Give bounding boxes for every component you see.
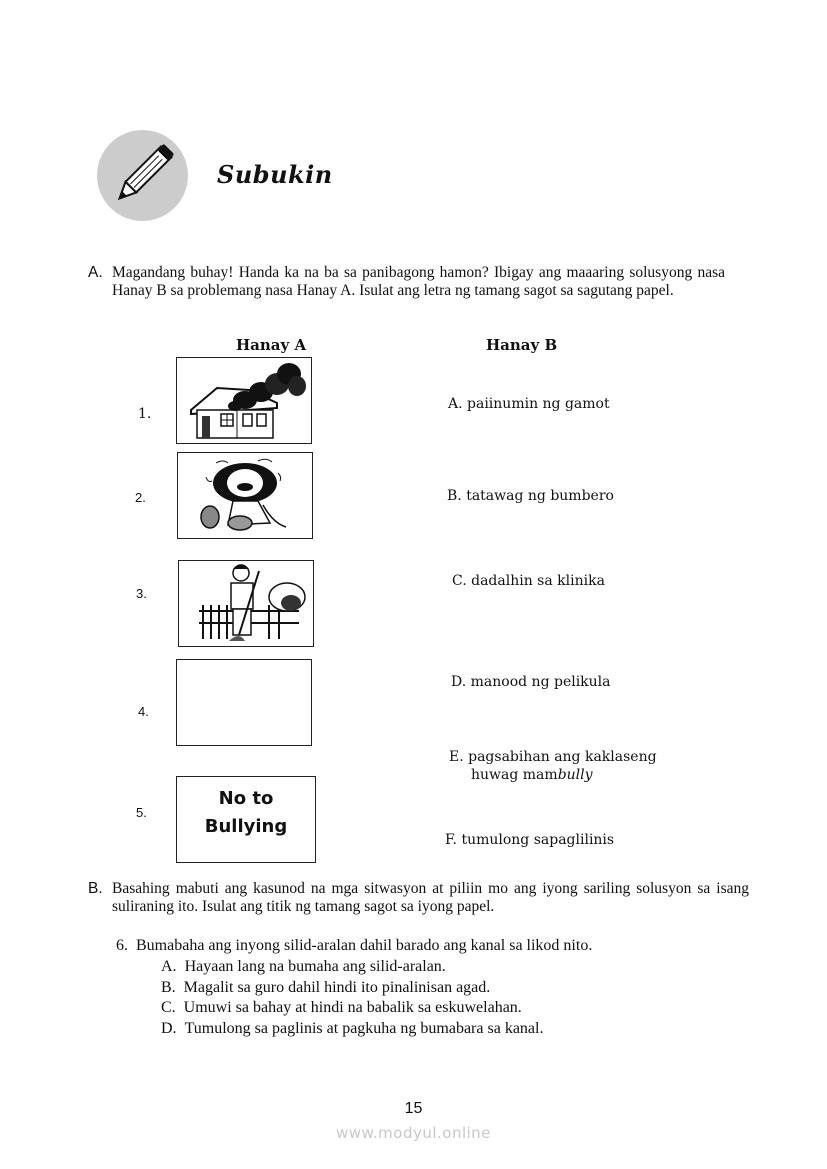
item-5-line1: No to (218, 788, 274, 809)
question-6-text: Bumabaha ang inyong silid-aralan dahil barado ang kanal sa likod nito. (136, 937, 593, 954)
page-number: 15 (404, 1100, 423, 1117)
pencil-icon (97, 130, 188, 221)
choice-b: B. tatawag ng bumbero (447, 488, 614, 504)
question-6-options (161, 957, 543, 1039)
option-b: B. Magalit sa guro dahil hindi ito pinalinisan agad. (161, 978, 491, 996)
option-d: D. Tumulong sa paglinis at pagkuha ng bumabara sa kanal. (161, 1019, 544, 1037)
question-6-number: 6. (116, 937, 128, 954)
option-c: C. Umuwi sa bahay at hindi na babalik sa eskuwelahan. (161, 999, 522, 1016)
item-1-number: 1. (138, 406, 152, 422)
section-a-letter: A. (88, 264, 103, 281)
choice-c: C. dadalhin sa klinika (452, 573, 605, 589)
column-b-header: Hanay B (486, 336, 558, 354)
page-title: Subukin (217, 160, 333, 189)
item-3-number: 3. (136, 586, 147, 601)
pencil-icon-badge (97, 130, 188, 221)
item-2-number: 2. (135, 490, 146, 505)
house-on-fire-icon (177, 358, 311, 443)
column-a-header: Hanay A (236, 336, 307, 354)
item-4-number: 4. (138, 704, 149, 719)
option-a: A. Hayaan lang na bumaha ang silid-aralan. (161, 958, 446, 975)
item-3-image-box (178, 560, 314, 647)
question-6 (116, 936, 592, 957)
choice-e: E. pagsabihan ang kaklaseng huwag mambully (449, 749, 657, 783)
crying-child-icon (178, 453, 312, 538)
section-b-instruction (88, 880, 749, 916)
item-2-image-box (177, 452, 313, 539)
section-b-text: Basahing mabuti ang kasunod na mga sitwasyon at piliin mo ang iyong sariling solusyon sa isang suliraning ito. Isulat ang titik ng tamang sagot sa iyong papel. (112, 880, 749, 915)
item-5-number: 5. (136, 805, 147, 820)
section-b-letter: B. (88, 880, 103, 897)
section-a-instruction (88, 264, 725, 300)
choice-d: D. manood ng pelikula (451, 674, 611, 690)
choice-a: A. paiinumin ng gamot (448, 396, 610, 412)
item-1-image-box (176, 357, 312, 444)
item-5-line2: Bullying (204, 816, 288, 837)
section-a-text: Magandang buhay! Handa ka na ba sa panibagong hamon? Ibigay ang maaaring solusyong nasa Hanay B sa problemang nasa Hanay A. Isulat ang letra ng tamang sagot sa sagutang papel. (112, 264, 725, 299)
watermark-url: www.modyul.online (335, 1124, 492, 1142)
boy-sweeping-icon (179, 561, 313, 646)
item-4-image-box (176, 659, 312, 746)
choice-f: F. tumulong sapaglilinis (445, 832, 615, 848)
item-5-sign-box (176, 776, 316, 863)
